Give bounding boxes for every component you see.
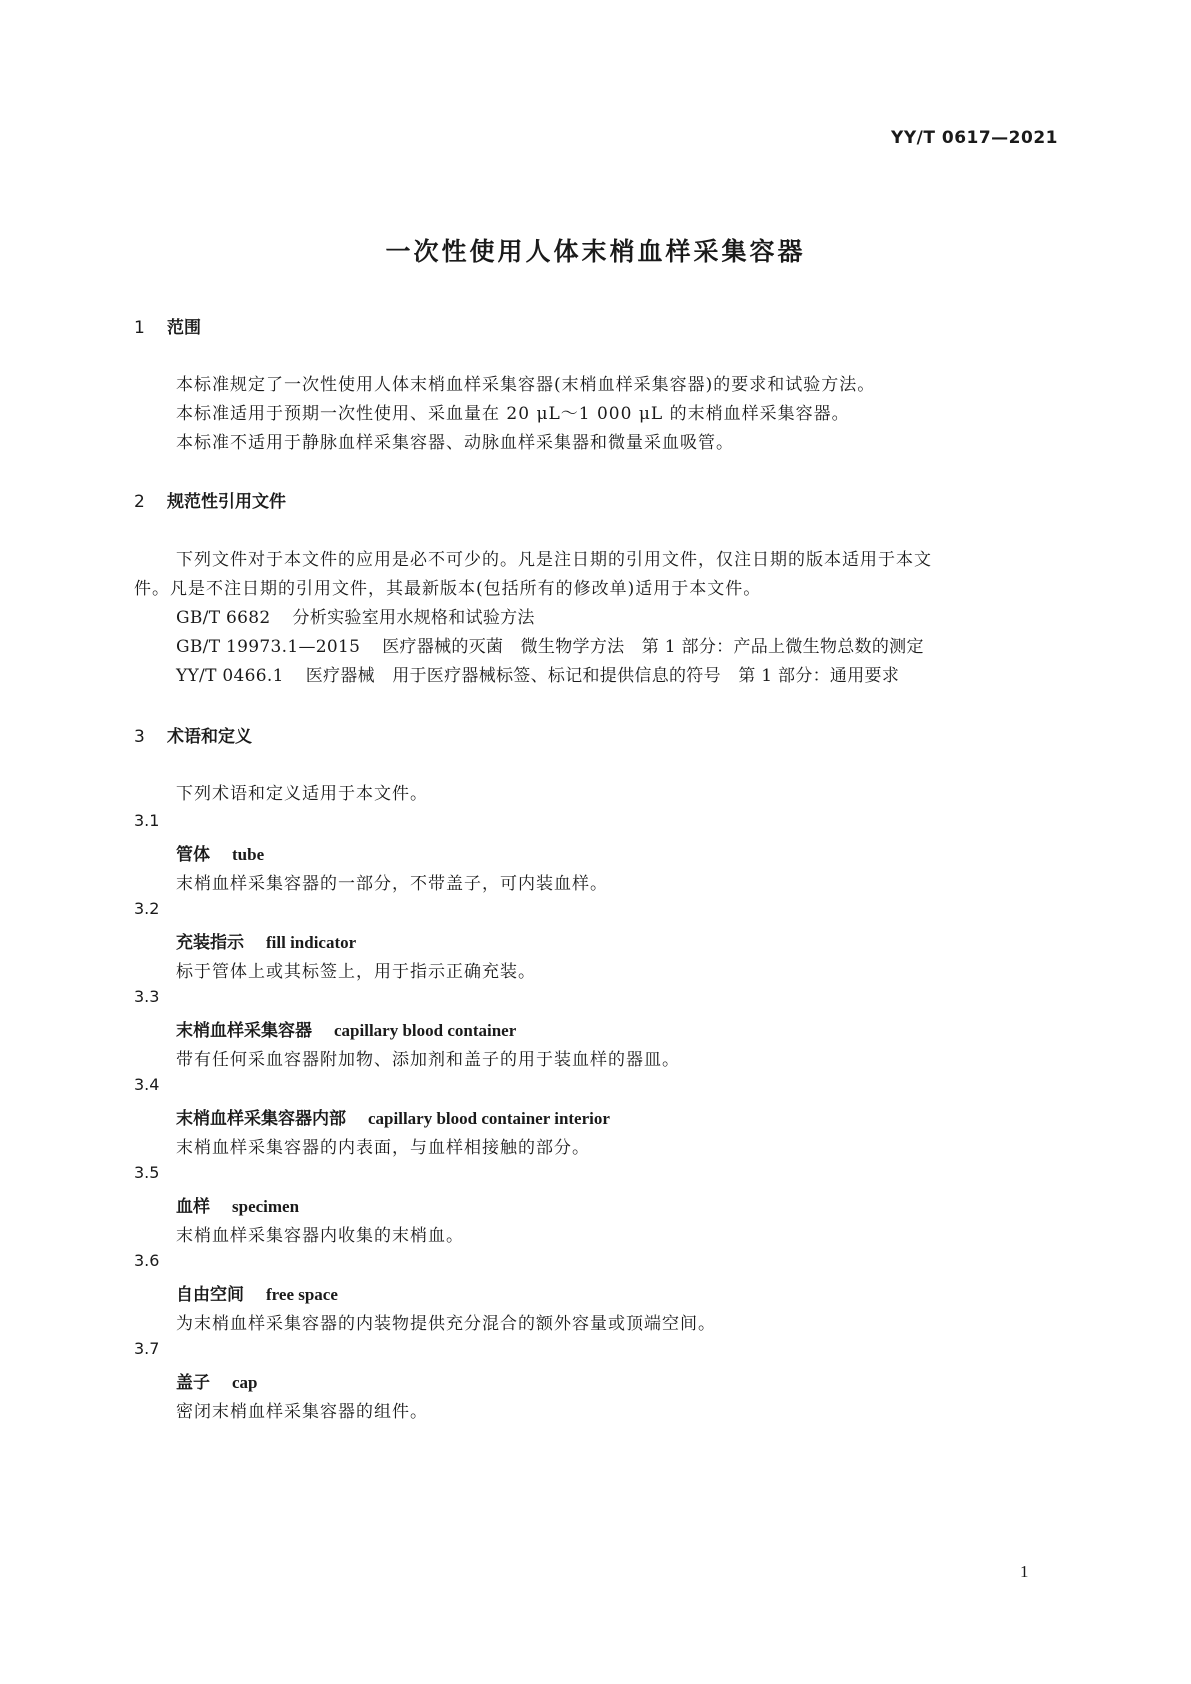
reference-item bbox=[176, 603, 535, 628]
term-en: cap bbox=[232, 1373, 258, 1392]
term-en: specimen bbox=[232, 1197, 300, 1216]
paragraph: 下列文件对于本文件的应用是必不可少的。凡是注日期的引用文件，仅注日期的版本适用于本文 bbox=[176, 550, 932, 570]
section-title: 术语和定义 bbox=[167, 727, 252, 747]
term-zh: 自由空间 bbox=[176, 1285, 244, 1305]
term-zh: 末梢血样采集容器 bbox=[176, 1021, 312, 1041]
document-title: 一次性使用人体末梢血样采集容器 bbox=[385, 237, 806, 266]
reference-code: GB/T 19973.1—2015 bbox=[176, 637, 361, 657]
term-definition: 标于管体上或其标签上，用于指示正确充装。 bbox=[176, 962, 536, 982]
term-name bbox=[176, 1280, 338, 1305]
term-zh: 充装指示 bbox=[176, 933, 244, 953]
reference-title: 医疗器械的灭菌 微生物学方法 第 1 部分：产品上微生物总数的测定 bbox=[382, 637, 924, 657]
term-definition: 末梢血样采集容器的内表面，与血样相接触的部分。 bbox=[176, 1138, 590, 1158]
term-definition: 为末梢血样采集容器的内装物提供充分混合的额外容量或顶端空间。 bbox=[176, 1314, 716, 1334]
term-number: 3.7 bbox=[134, 1339, 160, 1358]
term-definition: 密闭末梢血样采集容器的组件。 bbox=[176, 1402, 428, 1422]
paragraph: 本标准适用于预期一次性使用、采血量在 20 μL～1 000 μL 的末梢血样采集容器。 bbox=[176, 404, 850, 424]
paragraph: 下列术语和定义适用于本文件。 bbox=[176, 784, 428, 804]
term-number: 3.2 bbox=[134, 899, 160, 918]
term-number: 3.1 bbox=[134, 811, 160, 830]
term-zh: 末梢血样采集容器内部 bbox=[176, 1109, 346, 1129]
reference-item bbox=[176, 661, 899, 686]
section-number: 2 bbox=[134, 492, 145, 512]
paragraph: 本标准规定了一次性使用人体末梢血样采集容器(末梢血样采集容器)的要求和试验方法。 bbox=[176, 375, 876, 395]
reference-item bbox=[176, 632, 924, 657]
term-name bbox=[176, 928, 356, 953]
reference-code: GB/T 6682 bbox=[176, 608, 271, 628]
term-en: free space bbox=[266, 1285, 338, 1304]
term-name bbox=[176, 1104, 610, 1129]
section-title: 规范性引用文件 bbox=[167, 492, 286, 512]
term-number: 3.5 bbox=[134, 1163, 160, 1182]
term-number: 3.6 bbox=[134, 1251, 160, 1270]
paragraph: 件。凡是不注日期的引用文件，其最新版本(包括所有的修改单)适用于本文件。 bbox=[134, 579, 762, 599]
term-number: 3.3 bbox=[134, 987, 160, 1006]
section-number: 1 bbox=[134, 318, 145, 338]
term-en: capillary blood container bbox=[334, 1021, 517, 1040]
term-definition: 末梢血样采集容器的一部分，不带盖子，可内装血样。 bbox=[176, 874, 608, 894]
section-3-heading bbox=[134, 722, 252, 747]
term-name bbox=[176, 1192, 299, 1217]
section-1-heading bbox=[134, 313, 201, 338]
term-name bbox=[176, 1368, 258, 1393]
term-name bbox=[176, 840, 264, 865]
term-en: capillary blood container interior bbox=[368, 1109, 610, 1128]
reference-title: 分析实验室用水规格和试验方法 bbox=[292, 608, 535, 628]
term-name bbox=[176, 1016, 516, 1041]
page-number: 1 bbox=[1020, 1562, 1029, 1581]
reference-code: YY/T 0466.1 bbox=[176, 666, 284, 686]
term-definition: 带有任何采血容器附加物、添加剂和盖子的用于装血样的器皿。 bbox=[176, 1050, 680, 1070]
reference-title: 医疗器械 用于医疗器械标签、标记和提供信息的符号 第 1 部分：通用要求 bbox=[305, 666, 900, 686]
term-zh: 血样 bbox=[176, 1197, 210, 1217]
section-title: 范围 bbox=[167, 318, 201, 338]
term-number: 3.4 bbox=[134, 1075, 160, 1094]
standard-code: YY/T 0617—2021 bbox=[891, 128, 1058, 148]
section-number: 3 bbox=[134, 727, 145, 747]
term-zh: 盖子 bbox=[176, 1373, 210, 1393]
term-en: fill indicator bbox=[266, 933, 357, 952]
section-2-heading bbox=[134, 487, 286, 512]
term-definition: 末梢血样采集容器内收集的末梢血。 bbox=[176, 1226, 464, 1246]
paragraph: 本标准不适用于静脉血样采集容器、动脉血样采集器和微量采血吸管。 bbox=[176, 433, 734, 453]
term-en: tube bbox=[232, 845, 265, 864]
term-zh: 管体 bbox=[176, 845, 210, 865]
